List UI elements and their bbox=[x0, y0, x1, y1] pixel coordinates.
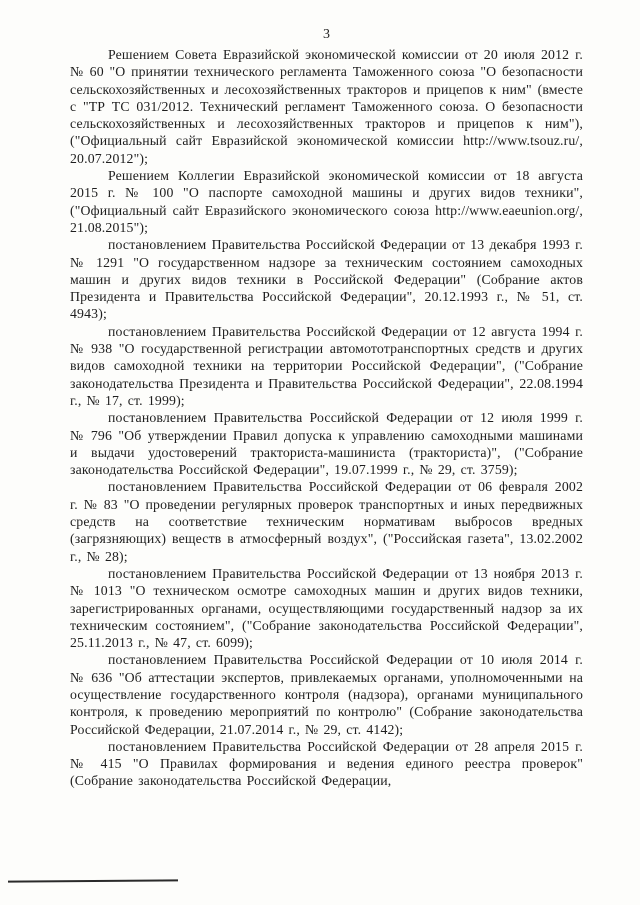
footnote-divider-line bbox=[8, 879, 178, 882]
paragraph-3: постановлением Правительства Российской Федерации от 13 декабря 1993 г. № 1291 "О государственном надзоре за техническим состоянием самоходных машин и других видов техники в Российской Федерации" (Собрание актов Президента и Правительства Российской Федерации", 20.12.1993 г., № 51, ст. 4943); bbox=[70, 237, 583, 322]
paragraph-8: постановлением Правительства Российской Федерации от 10 июля 2014 г. № 636 "Об аттестации экспертов, привлекаемых органами, уполномоченными на осуществление государственного контроля (надзора), органами муниципального контроля, к проведению мероприятий по контролю" (Собрание законодательства Российской Федерации, 21.07.2014 г., № 29, ст. 4142); bbox=[70, 652, 583, 737]
paragraph-7: постановлением Правительства Российской Федерации от 13 ноября 2013 г. № 1013 "О техническом осмотре самоходных машин и других видов техники, зарегистрированных органами, осуществляющими государственный надзор за их техническим состоянием", ("Собрание законодательства Российской Федерации", 25.11.2013 г., № 47, ст. 6099); bbox=[70, 565, 583, 651]
document-body bbox=[70, 46, 583, 790]
paragraph-5: постановлением Правительства Российской Федерации от 12 июля 1999 г. № 796 "Об утверждении Правил допуска к управлению самоходными машинами и выдачи удостоверений тракториста-машиниста (тракториста)", ("Собрание законодательства Российской Федерации", 19.07.1999 г., № 29, ст. 3759); bbox=[70, 410, 583, 478]
page-number: 3 bbox=[323, 27, 330, 42]
paragraph-1: Решением Совета Евразийской экономической комиссии от 20 июля 2012 г. № 60 "О принятии технического регламента Таможенного союза "О безопасности сельскохозяйственных и лесохозяйственных тракторов и прицепов к ним" (вместе с "ТР ТС 031/2012. Технический регламент Таможенного союза. О безопасности сельскохозяйственных и лесохозяйственных тракторов и прицепов к ним"), ("Официальный сайт Евразийской экономической комиссии http://www.tsouz.ru/, 20.07.2012"); bbox=[70, 47, 583, 166]
paragraph-4: постановлением Правительства Российской Федерации от 12 августа 1994 г. № 938 "О государственной регистрации автомототранспортных средств и других видов самоходной техники на территории Российской Федерации", ("Собрание законодательства Президента и Правительства Российской Федерации", 22.08.1994 г., № 17, ст. 1999); bbox=[70, 323, 583, 408]
paragraph-2: Решением Коллегии Евразийской экономической комиссии от 18 августа 2015 г. № 100 "О паспорте самоходной машины и других видов техники", ("Официальный сайт Евразийского экономического союза http://www.eaeunion.org/, 21.08.2015"); bbox=[70, 168, 583, 235]
paragraph-9: постановлением Правительства Российской Федерации от 28 апреля 2015 г. № 415 "О Правилах формирования и ведения единого реестра проверок" (Собрание законодательства Российской Федерации, bbox=[70, 738, 583, 789]
paragraph-6: постановлением Правительства Российской Федерации от 06 февраля 2002 г. № 83 "О проведении регулярных проверок транспортных и иных передвижных средств на соответствие техническим нормативам выбросов вредных (загрязняющих) веществ в атмосферный воздух", ("Российская газета", 13.02.2002 г., № 28); bbox=[70, 479, 583, 564]
